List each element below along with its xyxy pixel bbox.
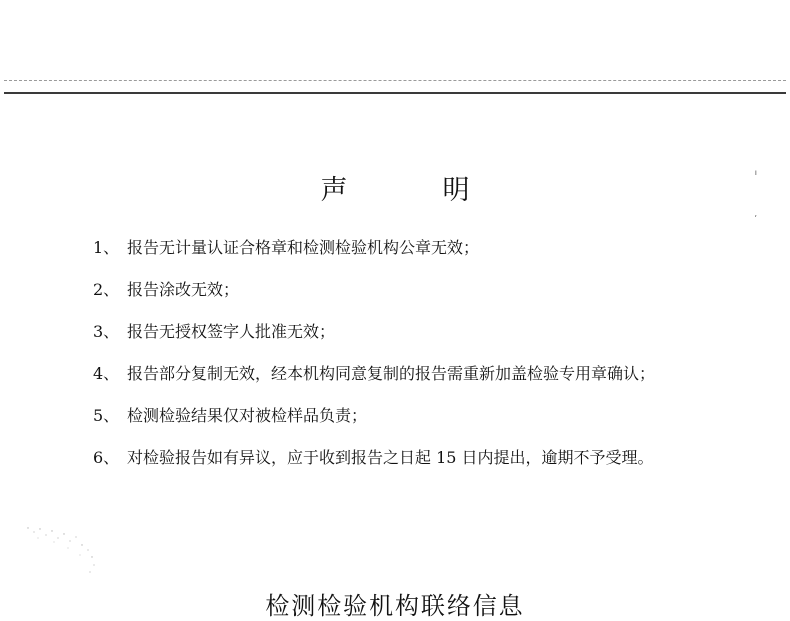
- statement-item-3: [93, 320, 773, 362]
- statement-list: [93, 236, 773, 488]
- statement-item-2: [93, 278, 773, 320]
- statement-item-5: [93, 404, 773, 446]
- statement-number: 2、: [93, 280, 120, 299]
- statement-text: 报告涂改无效；: [127, 280, 240, 299]
- statement-number: 6、: [93, 448, 120, 467]
- header-dashed-rule: [4, 80, 786, 81]
- statement-text: 报告无授权签字人批准无效；: [127, 322, 336, 341]
- statement-number: 4、: [93, 364, 120, 383]
- margin-mark: ,: [754, 209, 757, 218]
- statement-text: 报告部分复制无效，经本机构同意复制的报告需重新加盖检验专用章确认；: [127, 364, 656, 383]
- statement-text: 报告无计量认证合格章和检测检验机构公章无效；: [127, 238, 480, 257]
- statement-number: 1、: [93, 238, 120, 257]
- margin-mark: ı: [754, 168, 757, 177]
- statement-text: 检测检验结果仅对被检样品负责；: [127, 406, 368, 425]
- statement-text: 对检验报告如有异议，应于收到报告之日起 15 日内提出，逾期不予受理。: [127, 448, 654, 467]
- contact-info-heading: 检测检验机构联络信息: [265, 592, 525, 620]
- statement-item-6: [93, 446, 773, 488]
- scan-speckle-mark: [18, 520, 98, 580]
- statement-item-1: [93, 236, 773, 278]
- statement-number: 5、: [93, 406, 120, 425]
- header-solid-rule: [4, 92, 786, 94]
- statement-item-4: [93, 362, 773, 404]
- page-title: 声 明: [320, 175, 513, 206]
- statement-number: 3、: [93, 322, 120, 341]
